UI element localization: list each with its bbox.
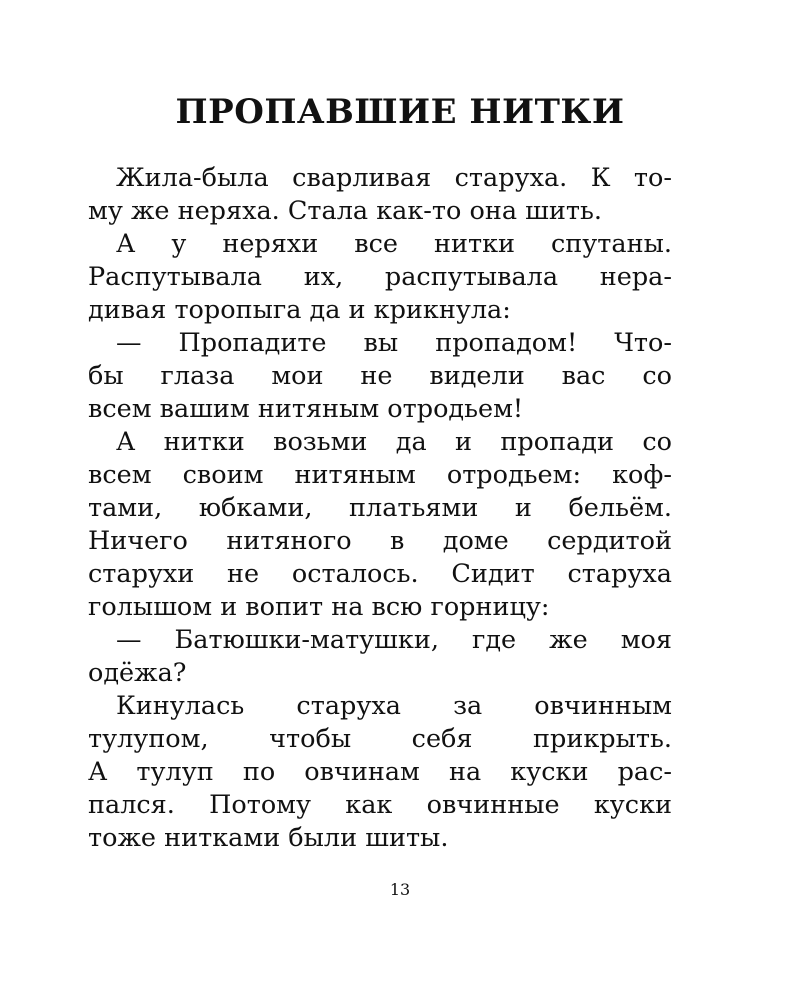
text-line: всем своим нитяным отродьем: коф- [88, 460, 672, 490]
text-line: голышом и вопит на всю горницу: [88, 592, 550, 622]
text-line: Распутывала их, распутывала нера- [88, 262, 672, 292]
story-text [88, 162, 672, 855]
page-title: ПРОПАВШИЕ НИТКИ [175, 92, 625, 132]
text-line: Жила-была сварливая старуха. К то- [116, 163, 672, 193]
text-line: одёжа? [88, 658, 187, 688]
text-line: бы глаза мои не видели вас со [88, 361, 672, 391]
text-line: дивая торопыга да и крикнула: [88, 295, 511, 325]
text-line: А нитки возьми да и пропади со [116, 427, 672, 457]
text-line: старухи не осталось. Сидит старуха [88, 559, 672, 589]
text-line: тоже нитками были шиты. [88, 823, 449, 853]
text-line: Ничего нитяного в доме сердитой [88, 526, 672, 556]
text-line: тами, юбками, платьями и бельём. [88, 493, 672, 523]
text-line: му же неряха. Стала как-то она шить. [88, 196, 602, 226]
text-line: Кинулась старуха за овчинным [116, 691, 672, 721]
text-line: — Пропадите вы пропадом! Что- [116, 328, 672, 358]
text-line: тулупом, чтобы себя прикрыть. [88, 724, 672, 754]
text-line: всем вашим нитяным отродьем! [88, 394, 524, 424]
text-line: А у неряхи все нитки спутаны. [116, 229, 672, 259]
text-line: А тулуп по овчинам на куски рас- [88, 757, 672, 787]
page-number: 13 [389, 880, 411, 899]
text-line: — Батюшки-матушки, где же моя [116, 625, 672, 655]
text-line: пался. Потому как овчинные куски [88, 790, 672, 820]
